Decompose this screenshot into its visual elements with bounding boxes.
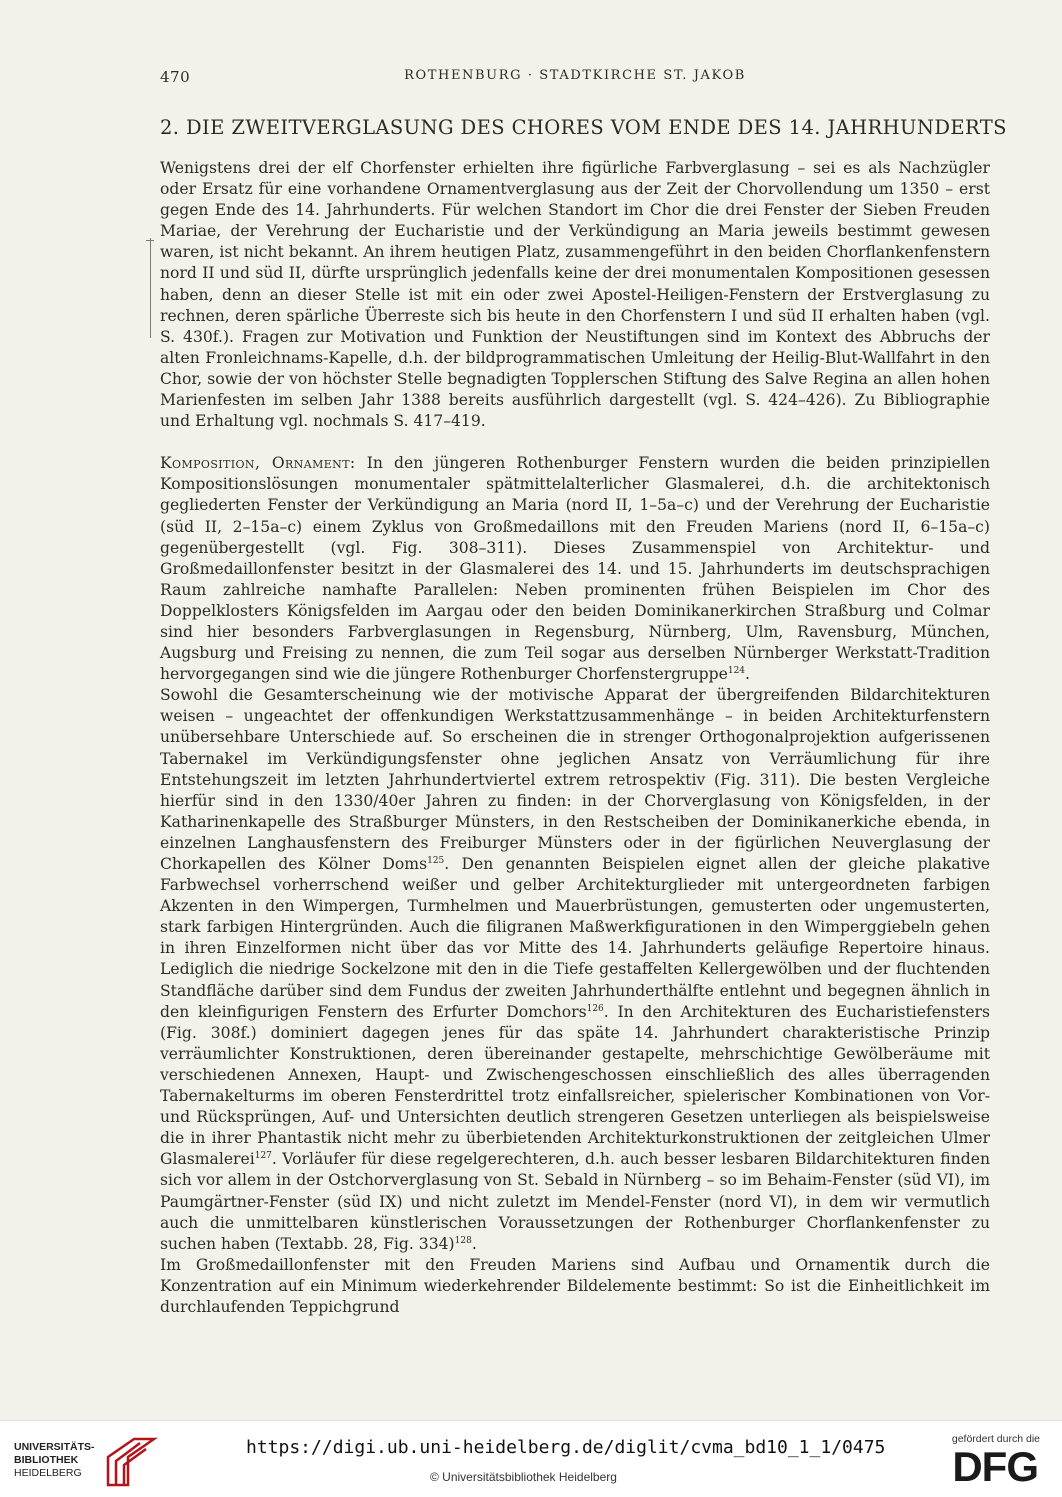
library-emblem-icon: [104, 1435, 160, 1487]
running-head: [160, 68, 990, 92]
paragraph-sowohl-part-d: . Vorläufer für diese regelgerechteren, d.h. auch besser lesbaren Bildarchitekturen finden sich vor allem in der Ostchorverglasung von St. Sebald in Nürnberg – so im Behaim-Fenster (süd VI), im Paumgärtner-Fenster (süd IX) und nicht zuletzt im Mendel-Fenster (nord VI), in dem wir vermutlich auch die unmittelbaren künstlerischen Voraussetzungen der Rothenburger Chorflankenfenster zu suchen haben (Textabb. 28, Fig. 334): [160, 1150, 990, 1253]
margin-mark: [150, 238, 151, 338]
paragraph-komposition: [160, 453, 990, 685]
library-name-line1: UNIVERSITÄTS-: [14, 1441, 95, 1453]
margin-mark-tick: [146, 240, 154, 241]
paragraph-komposition-label: Komposition, Ornament:: [160, 454, 356, 473]
footnote-125: 125: [427, 855, 445, 866]
funding-note: gefördert durch die: [951, 1433, 1040, 1445]
paragraph-sowohl-part-a: Sowohl die Gesamterscheinung wie der motivische Apparat der übergreifenden Bildarchitekturen weisen – ungeachtet der offenkundigen Werkstattzusammenhänge – in beiden Architekturfenstern unübersehbare Unterschiede auf. So erscheinen die in strenger Orthogonalprojektion aufgerissenen Tabernakel im Verkündigungsfenster ohne jeglichen Ansatz von Verräumlichung für ihre Entstehungszeit im letzten Jahrhundertviertel extrem retrospektiv (Fig. 311). Die besten Vergleiche hierfür sind in den 1330/40er Jahren zu finden: in der Chorverglasung von Königsfelden, in der Katharinenkapelle des Straßburger Münsters, in den Restscheiben der Dominikanerkiche ebenda, in einzelnen Langhausfenstern des Freiburger Münsters oder in der figürlichen Neuverglasung der Chorkapellen des Kölner Doms: [160, 686, 990, 873]
footnote-126: 126: [586, 1003, 604, 1014]
paragraph-intro: Wenigstens drei der elf Chorfenster erhielten ihre figürliche Farbverglasung – sei es als Nachzügler oder Ersatz für eine vorhandene Ornamentverglasung aus der Zeit der Chorvollendung um 1350 – erst gegen Ende des 14. Jahrhunderts. Für welchen Standort im Chor die drei Fenster der Sieben Freuden Mariae, der Verehrung der Eucharistie und der Verkündigung an Maria jeweils bestimmt gewesen waren, ist nicht bekannt. An ihrem heutigen Platz, zusammengeführt in den beiden Chorflankenfenstern nord II und süd II, dürfte ursprünglich jedenfalls keine der drei monumentalen Kompositionen gesessen haben, denn an dieser Stelle ist mit ein oder zwei Apostel-Heiligen-Fenstern der Erstverglasung zu rechnen, deren spärliche Überreste sich bis heute in den Chorfenstern I und süd II erhalten haben (vgl. S. 430f.). Fragen zur Motivation und Funktion der Neustiftungen sind im Kontext des Abbruchs der alten Fronleichnams-Kapelle, d.h. der bildprogrammatischen Umleitung der Heilig-Blut-Wallfahrt in den Chor, sowie der von höchster Stelle begnadigten Topplerschen Stiftung des Salve Regina an allen hohen Marienfesten im selben Jahr 1388 bereits ausführlich dargestellt (vgl. S. 424–426). Zu Bibliographie und Erhaltung vgl. nochmals S. 417–419.: [160, 159, 990, 431]
library-logo[interactable]: [14, 1439, 164, 1483]
footnote-128: 128: [454, 1235, 472, 1246]
page-number: 470: [160, 68, 191, 86]
permalink-url[interactable]: https://digi.ub.uni-heidelberg.de/diglit/cvma_bd10_1_1/0475: [246, 1437, 886, 1458]
viewer-footer: [0, 1420, 1062, 1497]
footnote-127: 127: [254, 1151, 272, 1162]
section-title: 2. DIE ZWEITVERGLASUNG DES CHORES VOM ENDE DES 14. JAHRHUNDERTS: [160, 116, 1007, 139]
copyright-notice: © Universitätsbibliothek Heidelberg: [430, 1470, 617, 1484]
paragraph-sowohl-part-e: .: [471, 1234, 477, 1253]
running-title: ROTHENBURG · STADTKIRCHE ST. JAKOB: [404, 68, 746, 83]
paragraph-komposition-end: .: [745, 665, 750, 684]
paragraph-sowohl-part-b: . Den genannten Beispielen eignet allen der gleiche plakative Farbwechsel vorherrschend weißer und gelber Architekturglieder mit untergeordneten farbigen Akzenten in den Wimpergen, Turmhelmen und Mauerbrüstungen, gemusterten oder ungemusterten, stark farbigen Hintergründen. Auch die filigranen Maßwerkfigurationen in den Wimperggiebeln gehen in ihren Einzelformen nicht über das vor Mitte des 14. Jahrhunderts geläufige Repertoire hinaus. Lediglich die niedrige Sockelzone mit den in die Tiefe gestaffelten Kellergewölben und der fluchtenden Standfläche darüber sind dem Fundus der zweiten Jahrhunderthälfte entlehnt und begegnen ähnlich in den kleinfigurigen Fenstern des Erfurter Domchors: [160, 855, 990, 1021]
paragraph-komposition-text: In den jüngeren Rothenburger Fenstern wurden die beiden prinzipiellen Kompositionslösungen monumentaler spätmittelalterlicher Glasmalerei, d.h. die architektonisch gegliederten Fenster der Verkündigung an Maria (nord II, 1–5a–c) und der Verehrung der Eucharistie (süd II, 2–15a–c) einem Zyklus von Großmedaillons mit den Freuden Mariens (nord II, 6–15a–c) gegenübergestellt (vgl. Fig. 308–311). Dieses Zusammenspiel von Architektur- und Großmedaillonfenster besitzt in der Glasmalerei des 14. und 15. Jahrhunderts im deutschsprachigen Raum zahlreiche namhafte Parallelen: Neben prominenten frühen Beispielen im Chor des Doppelklosters Königsfelden im Aargau oder den beiden Dominikanerkirchen Straßburg und Colmar sind hier besonders Farbverglasungen in Regensburg, Nürnberg, Ulm, Ravensburg, München, Augsburg und Freising zu nennen, die zum Teil sogar aus derselben Nürnberger Werkstatt-Tradition hervorgegangen sind wie die jüngere Rothenburger Chorfenstergruppe: [160, 454, 990, 684]
paragraph-sowohl: [160, 685, 990, 1255]
library-name: [14, 1441, 95, 1480]
paragraph-grossmedaillon: Im Großmedaillonfenster mit den Freuden Mariens sind Aufbau und Ornamentik durch die Konzentration auf ein Minimum wiederkehrender Bildelemente bestimmt: So ist die Einheitlichkeit im durchlaufenden Teppichgrund: [160, 1255, 990, 1316]
library-name-line3: HEIDELBERG: [14, 1467, 82, 1479]
dfg-logo[interactable]: DFG: [952, 1443, 1038, 1490]
footnote-124: 124: [727, 665, 746, 676]
paragraph-sowohl-part-c: . In den Architekturen des Eucharistiefensters (Fig. 308f.) dominiert dagegen jenes für das späte 14. Jahrhundert charakteristische Prinzip verräumlichter Konstruktionen, deren übereinander gestapelte, mehrschichtige Gewölberäume mit verschiedenen Annexen, Haupt- und Zwischengeschossen einschließlich des alles überragenden Tabernakelturms im oberen Fensterdrittel trotz einfallsreicher, spielerischer Kombinationen von Vor- und Rücksprüngen, Auf- und Untersichten deutlich strengeren Gesetzen unterliegen als beispielsweise die in ihrer Phantastik nicht mehr zu überbietenden Architekturkonstruktionen der zeitgleichen Ulmer Glasmalerei: [160, 1002, 991, 1169]
body-text: [160, 158, 990, 1318]
library-name-line2: BIBLIOTHEK: [14, 1454, 79, 1466]
